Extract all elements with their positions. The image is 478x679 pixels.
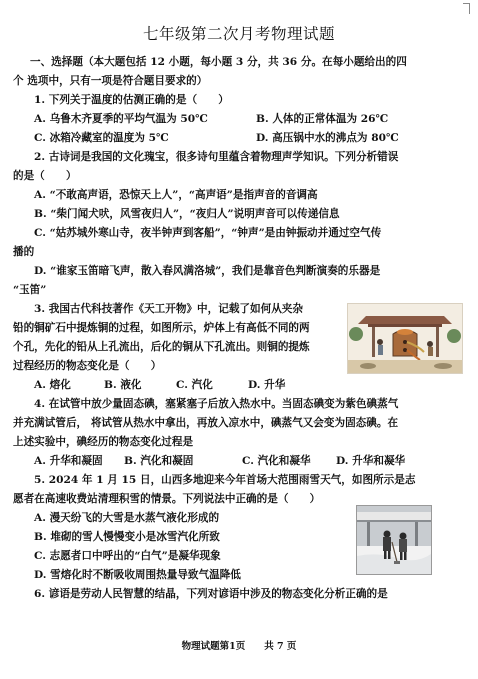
q3-stem-line3: 个孔，先化的铅从上孔流出，后化的铜从下孔流出。则铜的提炼 (13, 341, 310, 353)
q2-stem-line1: 2. 古诗词是我国的文化瑰宝，很多诗句里蕴含着物理声学知识。下列分析错误 (34, 151, 399, 163)
q4-option-a: A. 升华和凝固 (34, 455, 103, 467)
snow-clearing-photo (356, 505, 432, 575)
q3-option-c: C. 汽化 (176, 379, 213, 391)
q3-stem-line1: 3. 我国古代科技著作《天工开物》中，记载了如何从夹杂 (34, 303, 303, 315)
q4-stem-line1: 4. 在试管中放少量固态碘，塞紧塞子后放入热水中。当固态碘变为紫色碘蒸气 (34, 398, 399, 410)
q1-option-c: C. 冰箱冷藏室的温度为 5℃ (34, 132, 169, 144)
q3-option-b: B. 液化 (104, 379, 142, 391)
q2-option-a: A. “不敢高声语，恐惊天上人”，“高声语”是指声音的音调高 (34, 189, 318, 201)
q2-stem-line2: 的是（ ） (13, 170, 77, 182)
q4-option-b: B. 汽化和凝固 (124, 455, 194, 467)
q1-option-b: B. 人体的正常体温为 26℃ (256, 113, 389, 125)
q4-stem-line2: 并充满试管后， 将试管从热水中拿出，再放入凉水中，碘蒸气又会变为固态碘。在 (13, 417, 399, 429)
q3-stem-line2: 铅的铜矿石中提炼铜的过程，如图所示，炉体上有高低不同的两 (13, 322, 310, 334)
section1-instructions-line1: 一、选择题（本大题包括 12 小题，每小题 3 分，共 36 分。在每小题给出的四 (30, 56, 407, 68)
q3-stem-line4: 过程经历的物态变化是（ ） (13, 360, 162, 372)
page-footer: 物理试题第1页 共 7 页 (181, 641, 297, 652)
section1-instructions-line2: 个 选项中，只有一项是符合题目要求的） (13, 75, 208, 87)
q4-option-c: C. 汽化和凝华 (242, 455, 311, 467)
q5-option-b: B. 堆砌的雪人慢慢变小是冰雪汽化所致 (34, 531, 220, 543)
q5-stem-line2: 愿者在高速收费站清理积雪的情景。下列说法中正确的是（ ） (13, 493, 321, 505)
q2-option-d-line1: D. “谁家玉笛暗飞声，散入春风满洛城”，我们是靠音色判断演奏的乐器是 (34, 265, 381, 277)
q5-option-c: C. 志愿者口中呼出的“白气”是凝华现象 (34, 550, 221, 562)
q2-option-c-line2: 播的 (13, 246, 35, 258)
q4-option-d: D. 升华和凝华 (336, 455, 406, 467)
q4-stem-line3: 上述实验中，碘经历的物态变化过程是 (13, 436, 194, 448)
q2-option-c-line1: C. “姑苏城外寒山寺，夜半钟声到客船”，“钟声”是由钟振动并通过空气传 (34, 227, 382, 239)
smelting-furnace-illustration (347, 303, 463, 374)
q1-option-d: D. 高压锅中水的沸点为 80℃ (256, 132, 399, 144)
q1-option-a: A. 乌鲁木齐夏季的平均气温为 50℃ (34, 113, 208, 125)
q2-option-d-line2: “玉笛” (13, 284, 47, 296)
q6-stem: 6. 谚语是劳动人民智慧的结晶，下列对谚语中涉及的物态变化分析正确的是 (34, 588, 388, 600)
q3-option-a: A. 熔化 (34, 379, 71, 391)
corner-crop-mark (463, 3, 470, 14)
q2-option-b: B. “柴门闻犬吠，风雪夜归人”，“夜归人”说明声音可以传递信息 (34, 208, 340, 220)
q3-option-d: D. 升华 (248, 379, 286, 391)
q5-option-a: A. 漫天纷飞的大雪是水蒸气液化形成的 (34, 512, 220, 524)
q5-stem-line1: 5. 2024 年 1 月 15 日，山西多地迎来今年首场大范围雨雪天气，如图所示是志 (34, 474, 416, 486)
q5-option-d: D. 雪熔化时不断吸收周围热量导致气温降低 (34, 569, 241, 581)
q1-stem: 1. 下列关于温度的估测正确的是（ ） (34, 94, 229, 106)
exam-title: 七年级第二次月考物理试题 (142, 25, 335, 43)
